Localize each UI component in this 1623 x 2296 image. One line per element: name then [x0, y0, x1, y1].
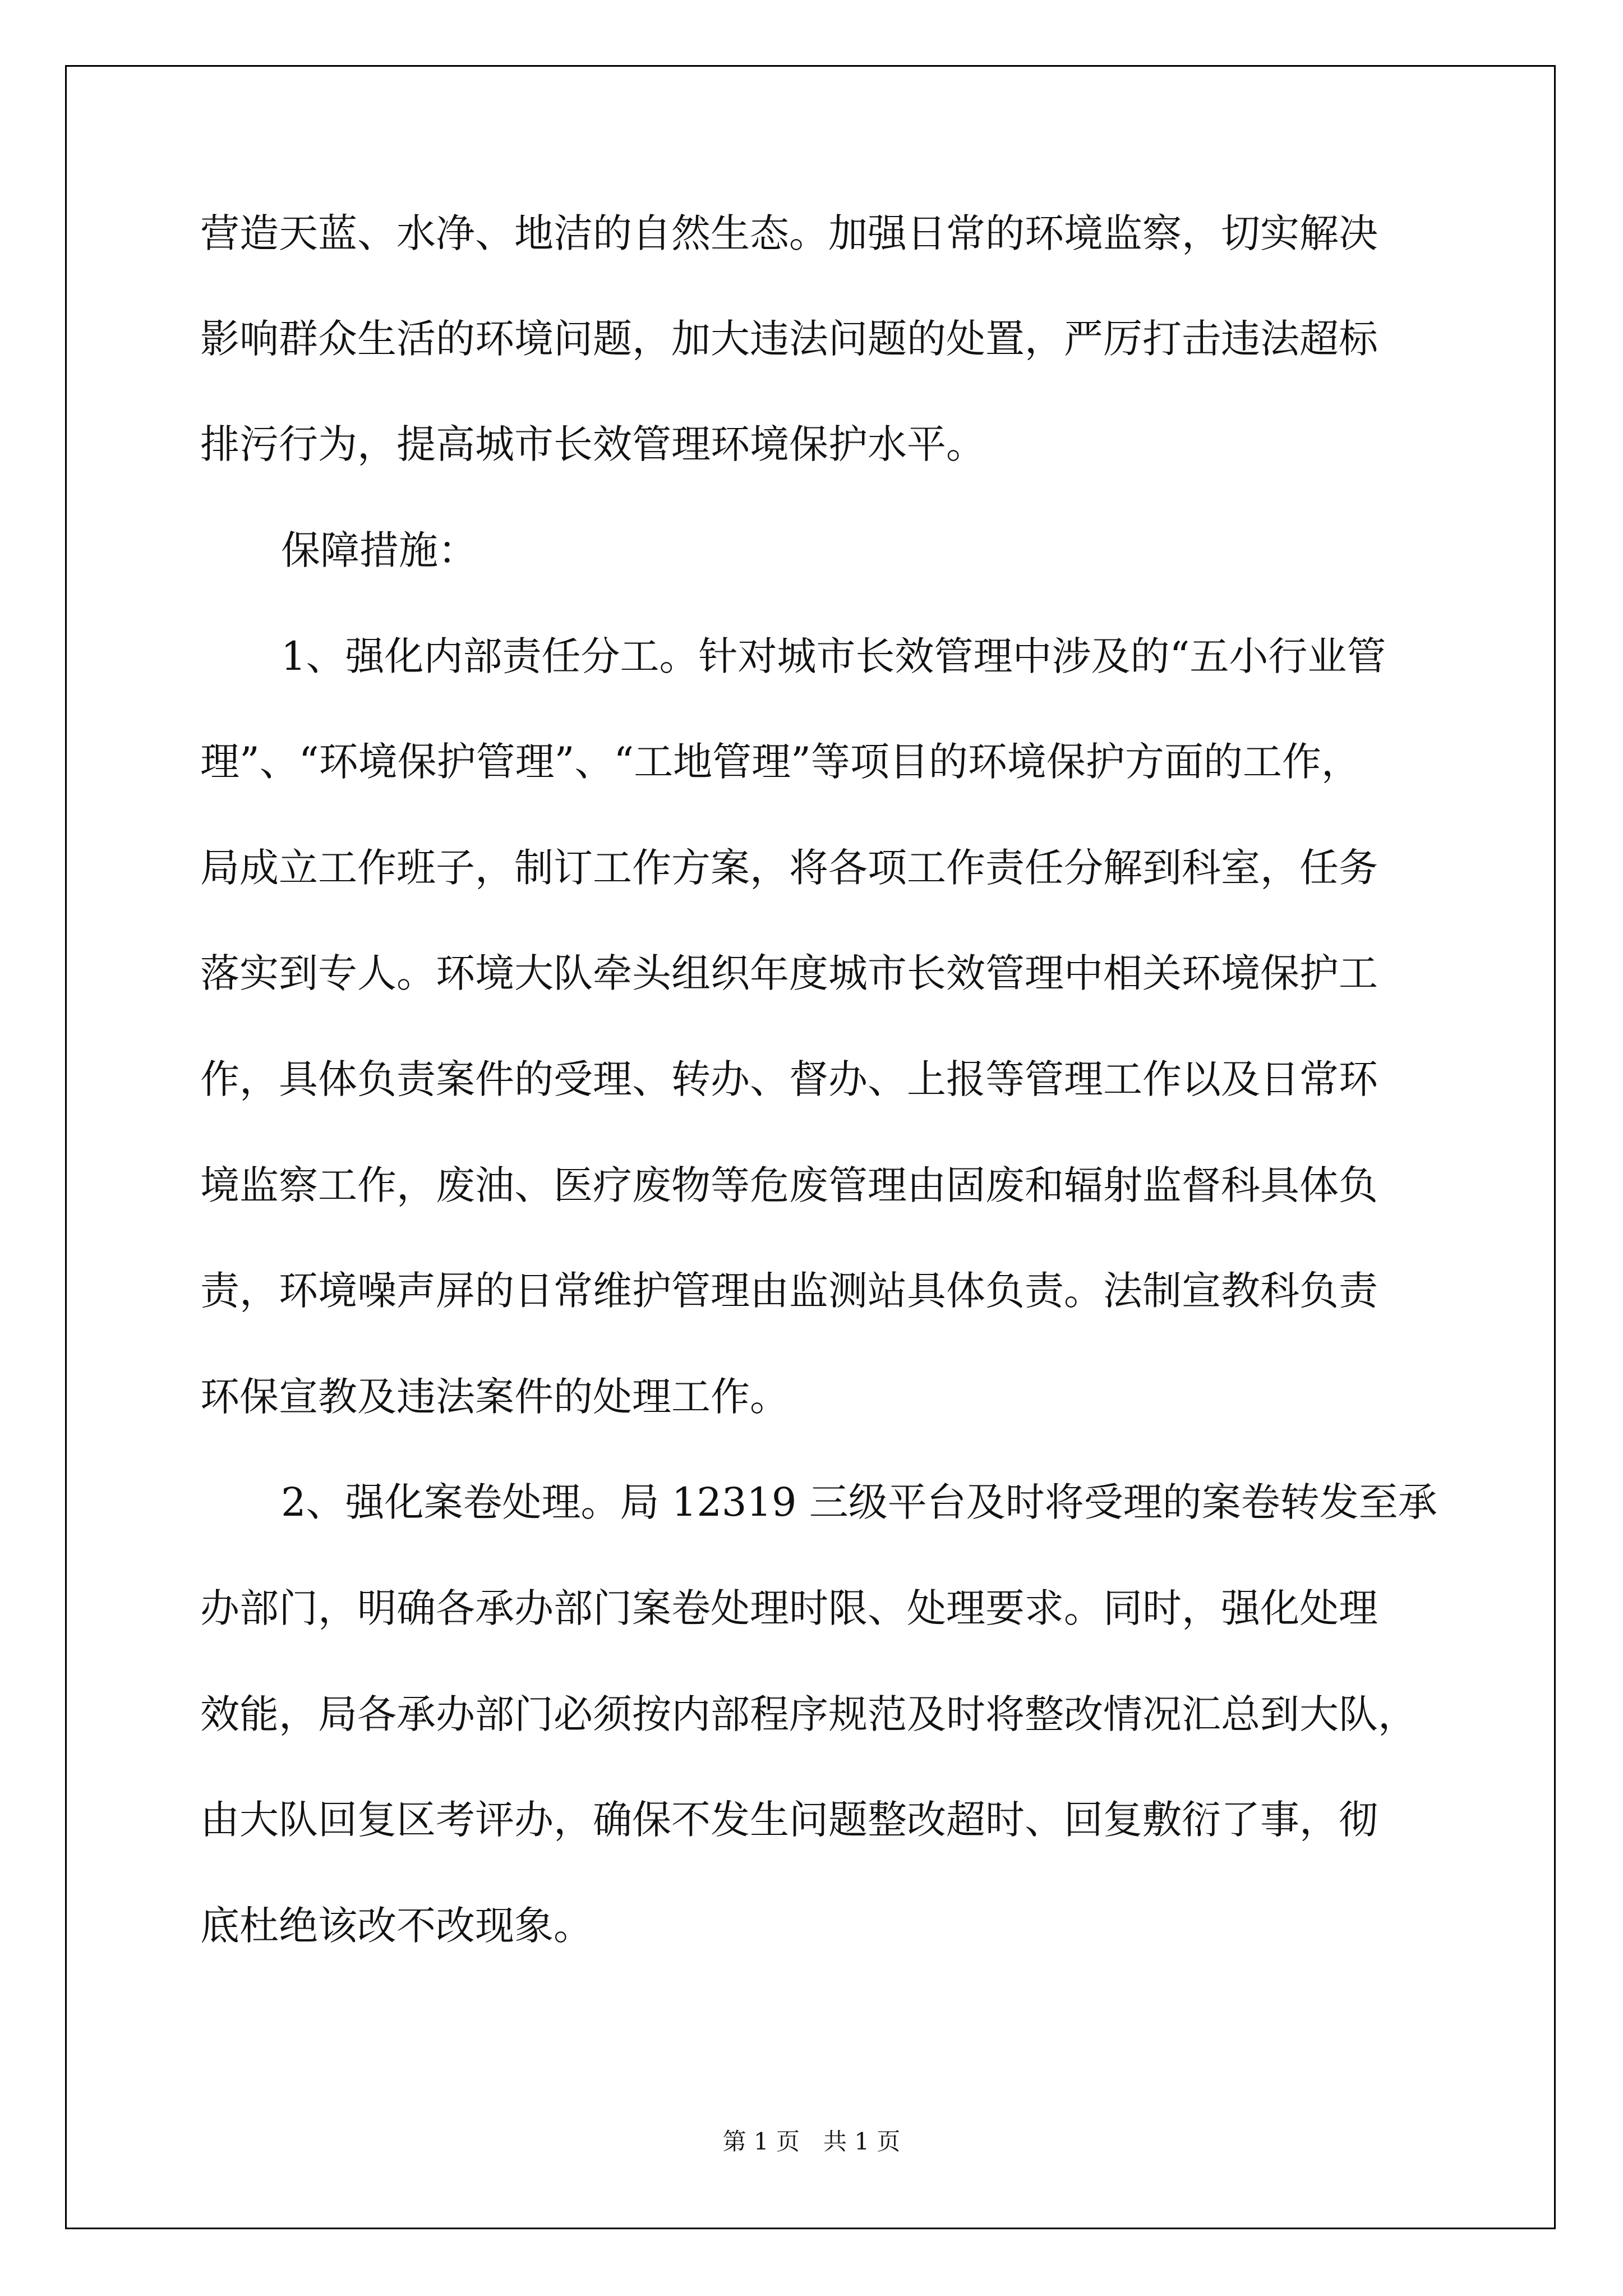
- text-line: 底杜绝该改不改现象。: [200, 1903, 593, 1949]
- text-line: 营造天蓝、水净、地洁的自然生态。加强日常的环境监察，切实解决: [200, 210, 1378, 256]
- text-line: 境监察工作，废油、医疗废物等危废管理由固废和辐射监督科具体负: [200, 1162, 1378, 1208]
- text-line: 影响群众生活的环境问题，加大违法问题的处置，严厉打击违法超标: [200, 316, 1378, 362]
- text-line: 效能，局各承办部门必须按内部程序规范及时将整改情况汇总到大队，: [200, 1691, 1417, 1737]
- section-heading: 保障措施：: [281, 527, 477, 573]
- text-line: 落实到专人。环境大队牵头组织年度城市长效管理中相关环境保护工: [200, 950, 1378, 996]
- text-line: 1、强化内部责任分工。针对城市长效管理中涉及的“五小行业管: [281, 633, 1386, 679]
- text-line: 由大队回复区考评办，确保不发生问题整改超时、回复敷衍了事，彻: [200, 1797, 1378, 1843]
- text-line: 办部门，明确各承办部门案卷处理时限、处理要求。同时，强化处理: [200, 1585, 1378, 1631]
- text-line: 局成立工作班子，制订工作方案，将各项工作责任分解到科室，任务: [200, 845, 1378, 891]
- text-line: 作，具体负责案件的受理、转办、督办、上报等管理工作以及日常环: [200, 1056, 1378, 1102]
- text-line: 责，环境噪声屏的日常维护管理由监测站具体负责。法制宣教科负责: [200, 1268, 1378, 1314]
- text-line: 理”、“环境保护管理”、“工地管理”等项目的环境保护方面的工作，: [200, 739, 1361, 785]
- text-line: 2、强化案卷处理。局 12319 三级平台及时将受理的案卷转发至承: [281, 1479, 1437, 1525]
- page-number-footer: 第 1 页 共 1 页: [722, 2128, 901, 2155]
- text-line: 环保宣教及违法案件的处理工作。: [200, 1374, 789, 1420]
- text-line: 排污行为，提高城市长效管理环境保护水平。: [200, 421, 985, 467]
